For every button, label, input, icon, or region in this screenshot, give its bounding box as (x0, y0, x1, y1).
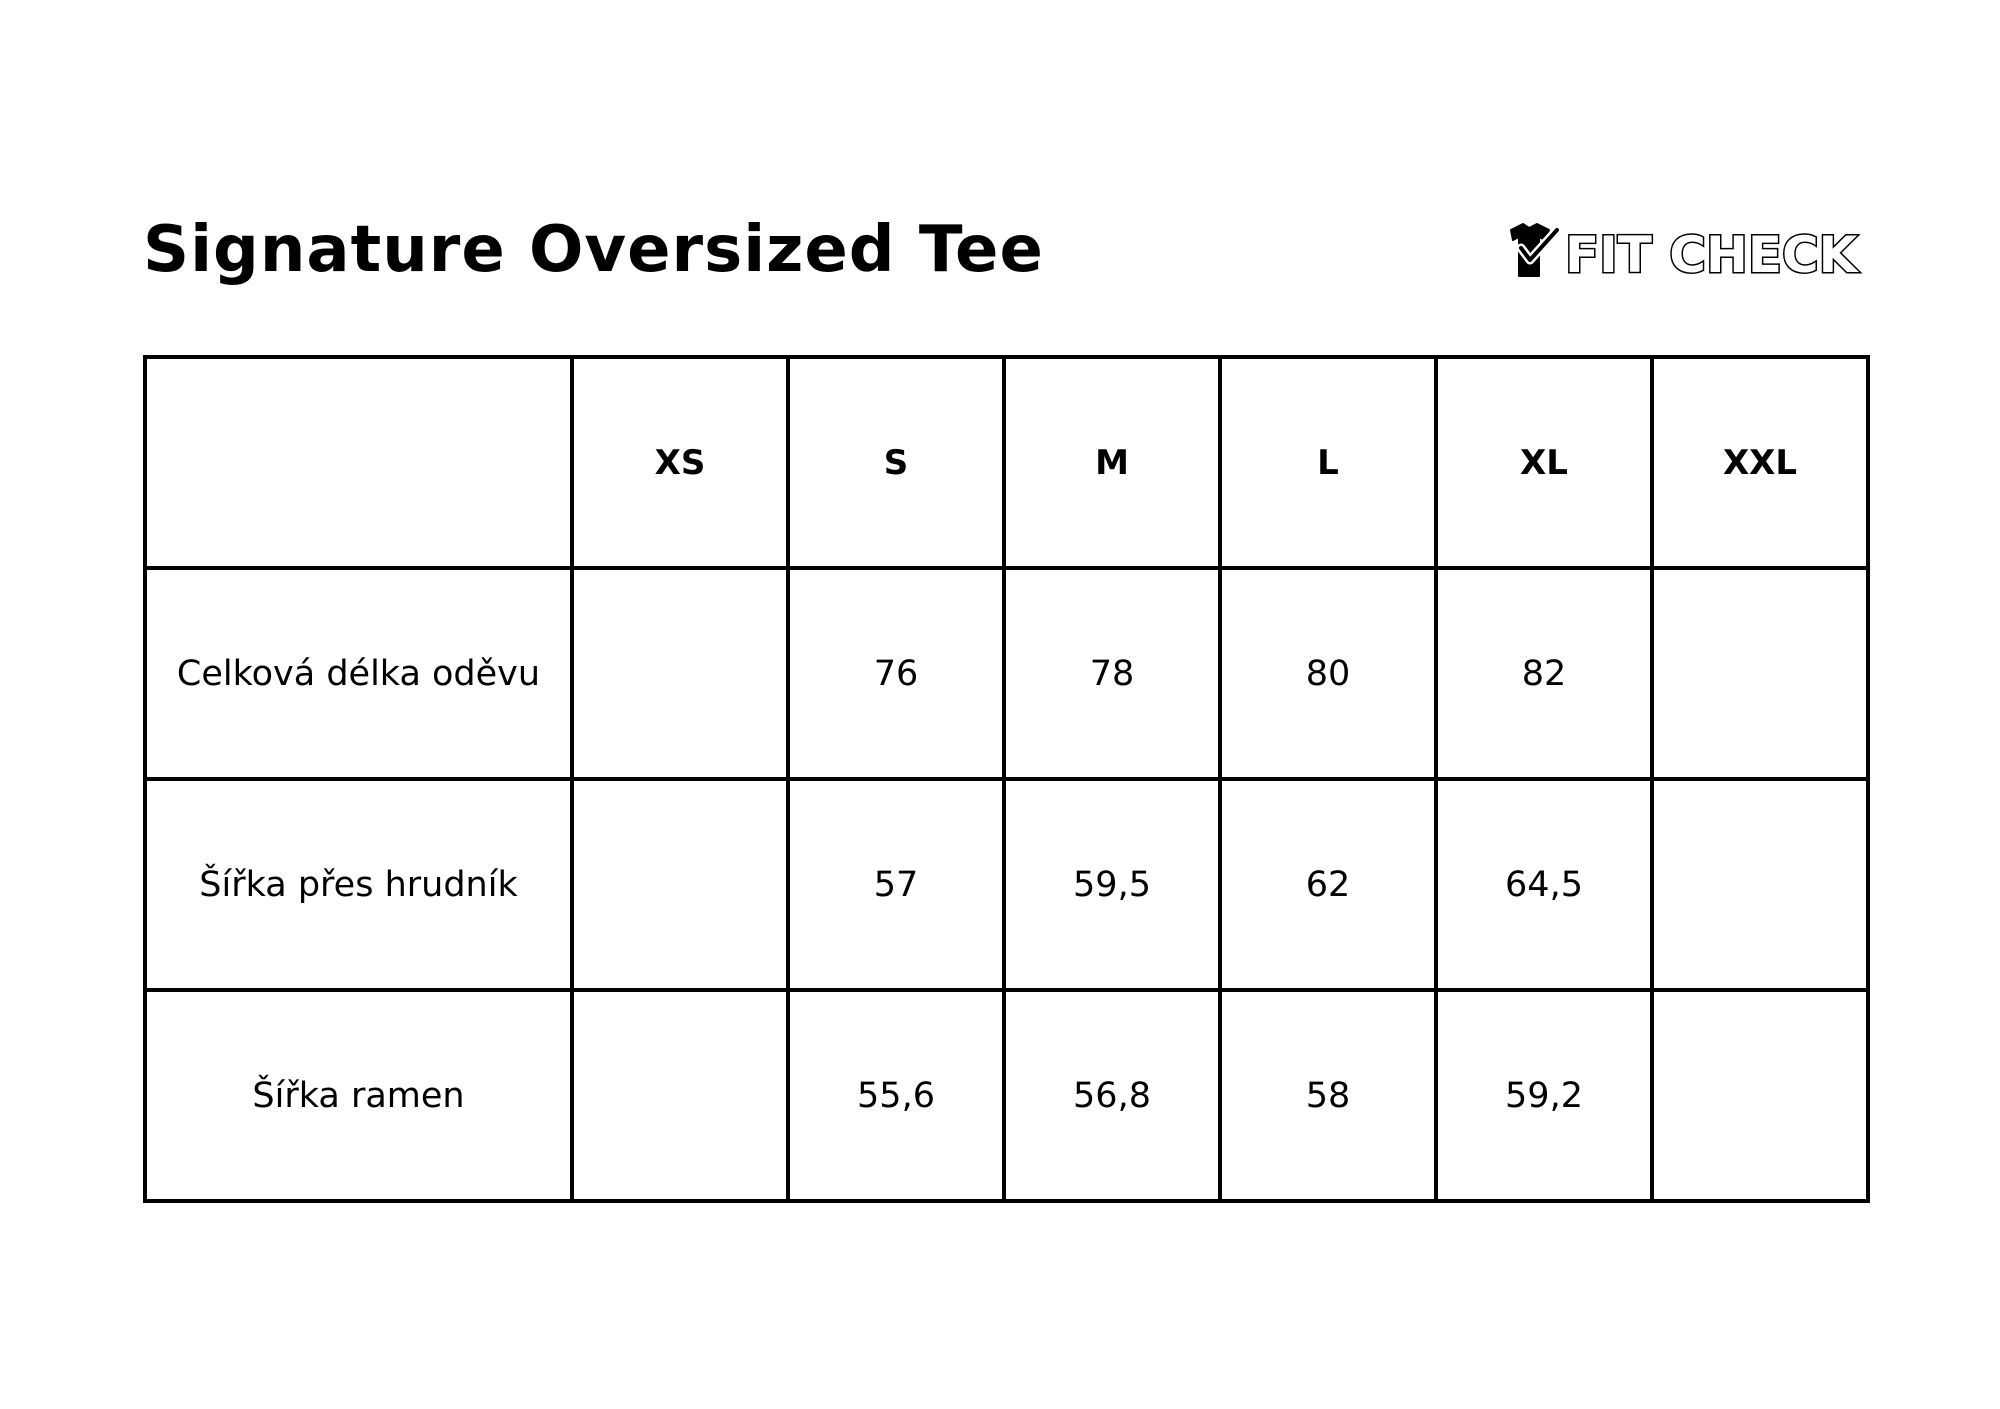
row-label: Šířka ramen (145, 990, 572, 1201)
brand-logo-text: FIT CHECK (1565, 226, 1858, 284)
table-cell: 62 (1220, 779, 1436, 990)
header-cell-xl: XL (1436, 357, 1652, 568)
table-cell: 57 (788, 779, 1004, 990)
table-cell (572, 990, 788, 1201)
table-cell (572, 779, 788, 990)
table-cell: 78 (1004, 568, 1220, 779)
table-cell: 59,2 (1436, 990, 1652, 1201)
table-header-row (145, 357, 1868, 568)
table-cell: 58 (1220, 990, 1436, 1201)
table-row (145, 568, 1868, 779)
table-cell: 76 (788, 568, 1004, 779)
table-row (145, 779, 1868, 990)
tshirt-check-icon (1505, 220, 1865, 286)
table-cell (1652, 779, 1868, 990)
table-cell: 64,5 (1436, 779, 1652, 990)
brand-logo (1505, 220, 1865, 286)
header-cell-xs: XS (572, 357, 788, 568)
table-cell (572, 568, 788, 779)
header-cell-s: S (788, 357, 1004, 568)
table-cell: 82 (1436, 568, 1652, 779)
header-cell-empty (145, 357, 572, 568)
table-cell: 80 (1220, 568, 1436, 779)
table-row (145, 990, 1868, 1201)
table-cell: 59,5 (1004, 779, 1220, 990)
table-cell (1652, 568, 1868, 779)
header-cell-m: M (1004, 357, 1220, 568)
header-cell-l: L (1220, 357, 1436, 568)
page-title: Signature Oversized Tee (143, 213, 1044, 287)
row-label: Šířka přes hrudník (145, 779, 572, 990)
table-cell: 56,8 (1004, 990, 1220, 1201)
table-cell: 55,6 (788, 990, 1004, 1201)
header-cell-xxl: XXL (1652, 357, 1868, 568)
size-chart-table (143, 355, 1870, 1203)
row-label: Celková délka oděvu (145, 568, 572, 779)
table-cell (1652, 990, 1868, 1201)
